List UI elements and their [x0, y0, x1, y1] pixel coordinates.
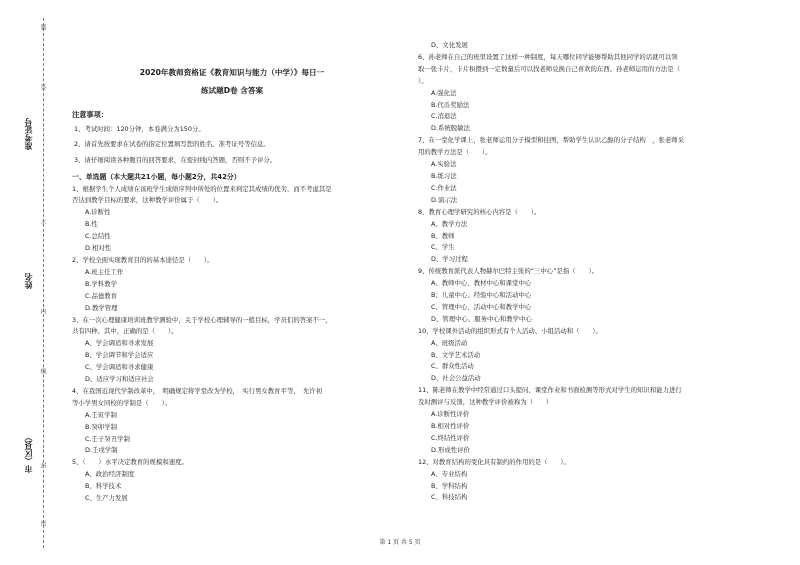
answer-option: B、科学技术 — [85, 482, 122, 491]
exam-title-line-1: 2020年教师资格证《教育知识与能力（中学）》每日一 — [139, 68, 325, 77]
notice-item: 3、请仔细阅读各种题目的回答要求，在密封线内答题，否则不予评分。 — [74, 155, 277, 164]
question-text: 用的教学方法是（ ）。 — [418, 148, 492, 157]
answer-option: C、学会调适和寻求健康 — [85, 363, 154, 372]
answer-option: C.终结性评价 — [431, 433, 470, 442]
answer-option: C.壬子癸丑学制 — [85, 434, 130, 443]
exam-title — [72, 64, 392, 100]
answer-option: A、教师中心、教材中心和课堂中心 — [431, 279, 532, 288]
answer-option: B、学会调节和学会适应 — [85, 351, 154, 360]
answer-option: B、儿童中心、经验中心和活动中心 — [431, 291, 532, 300]
question-text: 8、教育心理学研究的核心内容是（ ）。 — [418, 207, 541, 216]
seal-mark: 线 — [39, 368, 46, 374]
seal-mark: 题 — [39, 24, 46, 30]
question-text: 1、根据学生个人成绩在该班学生成绩序列中所处的位置来判定其成绩的优劣，而不考虑其是 — [72, 184, 332, 193]
answer-option: D、文化发展 — [431, 41, 468, 49]
seal-mark: 内 — [39, 308, 46, 314]
answer-option: A.实验法 — [431, 160, 457, 169]
answer-option: B.学科教学 — [85, 279, 117, 288]
answer-option: B.练习法 — [431, 171, 457, 180]
seal-mark: 密 — [39, 520, 46, 526]
district-label: 市（区县） — [24, 433, 33, 473]
seal-mark: 封 — [39, 462, 46, 468]
question-text: 9、传统教育派代表人物赫尔巴特主张的“三中心”是指（ ）。 — [418, 267, 599, 276]
answer-option: B.代币奖励法 — [431, 100, 470, 109]
answer-option: B、文学艺术活动 — [431, 350, 481, 359]
answer-option: C、群众性活动 — [431, 362, 474, 371]
question-text: 否达到教学目标的要求，这种教学评价属于（ ）。 — [72, 196, 223, 205]
answer-option: C、生产力发展 — [85, 494, 128, 503]
answer-option: D.教学管理 — [85, 303, 118, 312]
answer-option: A.诊断性评价 — [431, 410, 470, 419]
left-question-list — [72, 184, 392, 505]
answer-option: D.壬戌学制 — [85, 446, 118, 455]
answer-option: B.性 — [85, 220, 98, 229]
answer-option: D.演示法 — [431, 195, 458, 204]
seal-mark: 不 — [39, 220, 46, 226]
question-text: 6、孙老师在自己的班里设置了这样一种制度，每天哪位同学能够帮助其他同学的话就可以领 — [418, 52, 678, 61]
answer-option: A.班主任工作 — [85, 267, 124, 276]
question-text: 12、对教育结构的变化具有制约的作用的是（ ）。 — [418, 457, 570, 466]
question-text: 7、在一堂化学课上，张老师运用分子模型和挂图，帮助学生认识乙醇的分子结构 ，张老师采 — [418, 136, 685, 145]
answer-option: C、学生 — [431, 243, 455, 252]
answer-option: D、管理中心、服务中心和教学中心 — [431, 314, 532, 323]
notice-heading: 注意事项： — [72, 110, 108, 119]
question-text: 10、学校课外活动的组织形式有个人活动、小组活动和（ ）。 — [418, 326, 602, 335]
answer-option: C.消退法 — [431, 112, 457, 121]
right-question-list — [418, 40, 763, 504]
question-text: 2、学校全面实现教育目的的基本途径是（ ）。 — [72, 255, 214, 264]
answer-option: B.癸卯学制 — [85, 422, 117, 431]
name-label: 姓名 — [24, 273, 33, 289]
right-column — [418, 40, 763, 504]
answer-option: C.作业法 — [431, 183, 457, 192]
answer-option: B.相对性评价 — [431, 422, 470, 430]
question-text: 及时测评与反馈，这种教学评价被称为（ ） — [418, 398, 553, 407]
seal-line — [43, 18, 44, 548]
answer-option: A、学会调适和寻求发展 — [85, 339, 154, 348]
binding-margin — [0, 0, 58, 565]
question-text: 取一张卡片，卡片积攒到一定数量后可以找老师兑换自己喜欢的东西。孙老师运用的方法是（ — [418, 64, 681, 73]
answer-option: D、社会公益活动 — [431, 374, 481, 383]
answer-option: C、科技结构 — [431, 493, 468, 502]
question-text: 共有四种。其中，正确的是（ ）。 — [72, 327, 178, 336]
left-column — [72, 60, 392, 505]
answer-option: D.相对性 — [85, 244, 112, 253]
answer-option: B、教师 — [431, 231, 455, 240]
question-text: ）。 — [418, 76, 428, 85]
exam-title-line-2: 练试题D卷 含答案 — [200, 86, 264, 95]
seal-mark: 答 — [39, 84, 46, 90]
question-text: 11、陈老师在教学中经常通过口头提问、课堂作业和书面检测等形式对学生的知识和能力进行 — [418, 386, 682, 395]
answer-option: A、班级活动 — [431, 338, 468, 347]
answer-option: D、适应学习和适应社会 — [85, 375, 154, 384]
question-text: 5、（ ）水平决定教育的规模和速度。 — [72, 458, 188, 467]
answer-option: A.壬寅学制 — [85, 410, 117, 419]
answer-option: C.总结性 — [85, 232, 111, 241]
answer-option: B、学科结构 — [431, 481, 468, 490]
question-text: 4、在我国近现代学制改革中， 明确规定将学堂改为学校， 实行男女教育平等， 允许初 — [72, 386, 323, 395]
answer-option: D、学习过程 — [431, 255, 468, 264]
page-footer: 第 1 页 共 5 页 — [379, 539, 421, 546]
answer-option: D.系统脱敏法 — [431, 124, 470, 133]
answer-option: A.诊断性 — [85, 208, 111, 217]
section-heading: 一、单选题（本大题共21小题，每小题2分，共42分） — [72, 172, 241, 181]
answer-option: C.品德教育 — [85, 291, 118, 300]
question-text: 3、在一次心理健康培训班教学测验中，关于学校心理辅导的一般目标，学员们的答案不一， — [72, 315, 332, 324]
question-text: 等小学男女同校的学制是（ ）。 — [72, 398, 172, 407]
answer-option: A、政治经济制度 — [85, 470, 135, 479]
ticket-number-label: 准考证号 — [24, 118, 33, 150]
answer-option: A、专业结构 — [431, 469, 468, 478]
notice-item: 1、考试时间：120分钟，本卷满分为150分。 — [74, 124, 205, 133]
notice-item: 2、请首先按要求在试卷的指定位置填写您的姓名、准考证号等信息。 — [74, 140, 270, 149]
answer-option: A、教学方法 — [431, 219, 468, 228]
answer-option: C、管理中心、活动中心和教学中心 — [431, 302, 532, 311]
answer-option: D.形成性评价 — [431, 445, 470, 454]
answer-option: A.强化法 — [431, 88, 457, 97]
